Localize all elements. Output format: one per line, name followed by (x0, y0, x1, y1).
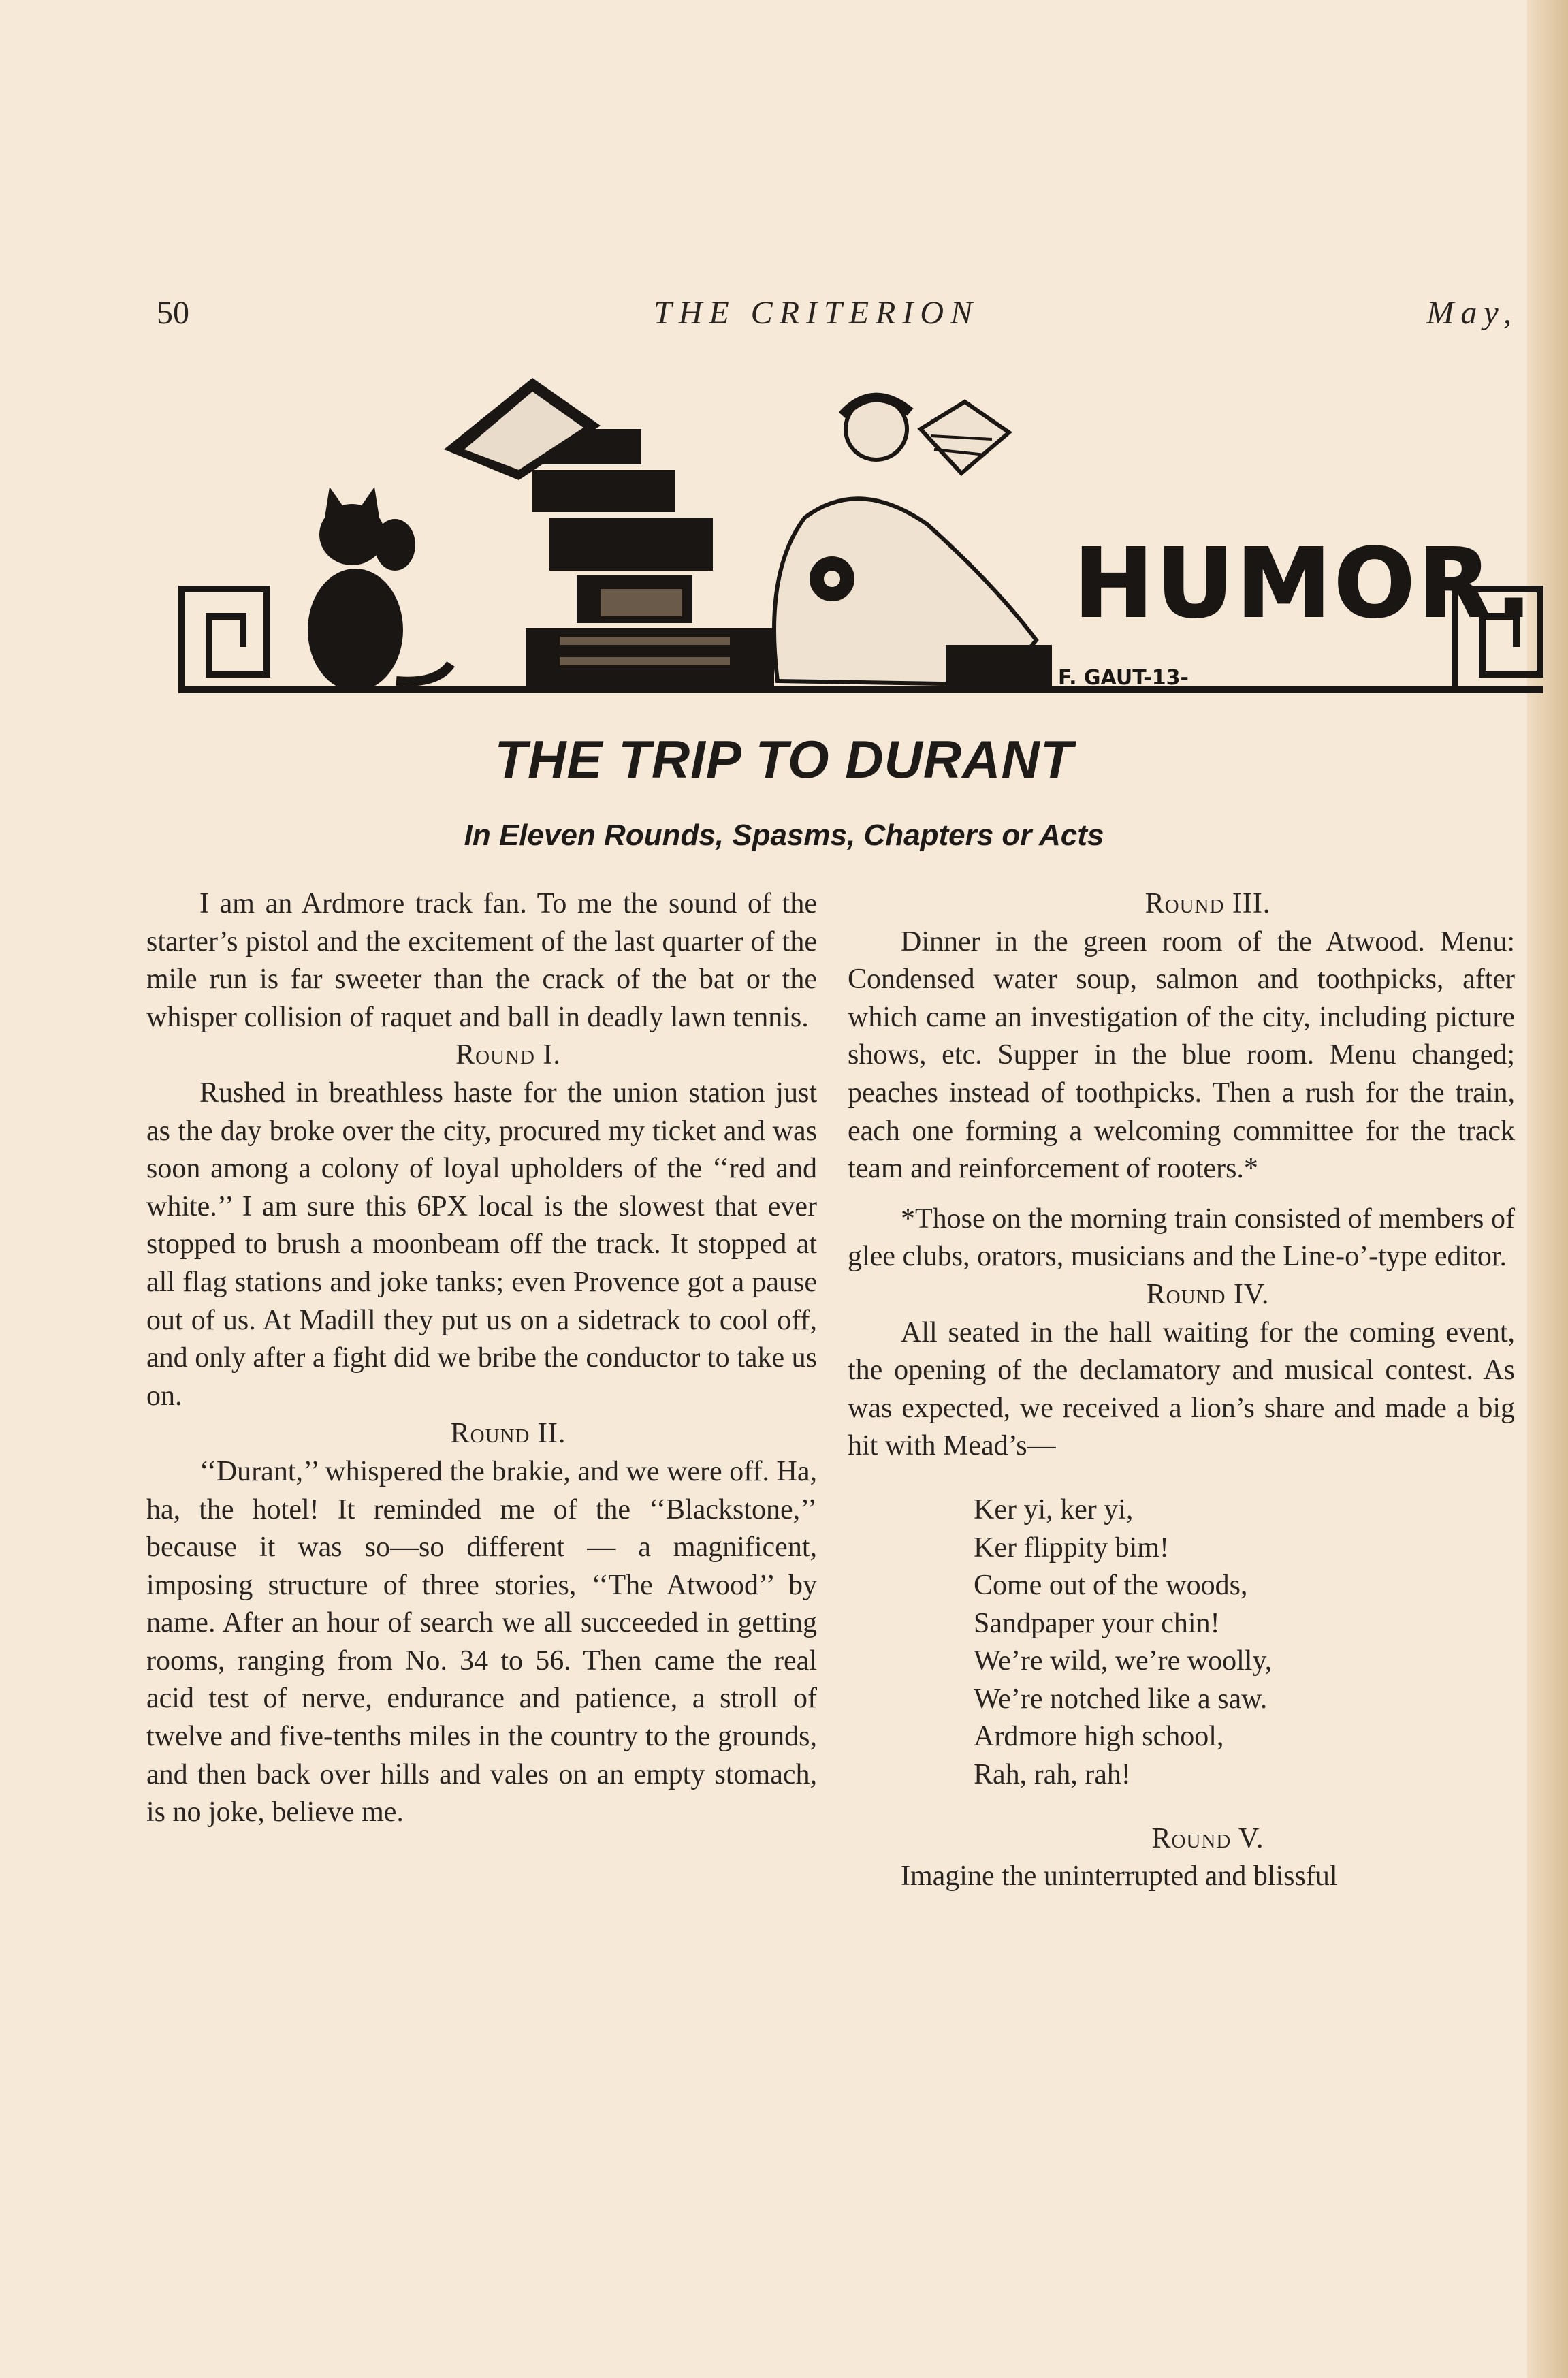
yell-line: Rah, rah, rah! (974, 1759, 1131, 1791)
yell-line: Come out of the woods, (974, 1570, 1248, 1602)
article-subtitle: In Eleven Rounds, Spasms, Chapters or Acts (464, 819, 1104, 852)
round-paragraph: ‘‘Durant,’’ whispered the brakie, and we were off. Ha, ha, the hotel! It reminded me of the ‘‘Blackstone,’’ because it was so—so different — a magnificent, imposing structure of three stories, ‘‘The Atwood’’ by name. After an hour of search we all succeeded in getting rooms, ranging from No. 34 to 56. Then came the real acid test of nerve, endurance and patience, a stroll of twelve and five-tenths miles in the country to the grounds, and then back over hills and vales on an empty stomach, is no joke, believe me. (146, 1455, 817, 1828)
round-heading: Round III. (1145, 888, 1271, 919)
round-heading: Round I. (455, 1039, 561, 1071)
school-yell (974, 1491, 1515, 1794)
running-head (157, 294, 1518, 335)
cat-icon (308, 487, 451, 691)
round-paragraph: Rushed in breathless haste for the union station just as the day broke over the city, procured my ticket and was soon among a colony of loyal upholders of the ‘‘red and white.’’ I am sure this 6PX local is the slowest that ever stopped to brush a moonbeam off the track. It stopped at all flag stations and joke tanks; even Provence got a pause out of us. At Madill they put us on a sidetrack to cool off, and only after a fight did we bribe the conductor to take us on. (146, 1077, 817, 1412)
round-paragraph: Dinner in the green room of the Atwood. Menu: Condensed water soup, salmon and toothpicks, after which came an investigation of the city, including picture shows, etc. Supper in the blue room. Menu changed; peaches instead of toothpicks. Then a rush for the train, each one forming a welcoming committee for the track team and reinforcement of rooters.* (848, 925, 1515, 1185)
round-heading: Round II. (450, 1418, 566, 1450)
reading-figure-icon (774, 398, 1050, 684)
artist-signature: F. GAUT-13- (1058, 666, 1189, 690)
intro-paragraph: I am an Ardmore track fan. To me the sound of the starter’s pistol and the excitement of the last quarter of the mile run is far sweeter than the crack of the bat or the whisper collision of raquet and ball in deadly lawn tennis. (146, 888, 817, 1033)
yell-line: Ker yi, ker yi, (974, 1493, 1134, 1525)
yell-line: Ker flippity bim! (974, 1532, 1169, 1564)
humor-masthead-illustration (178, 354, 1543, 708)
left-column (146, 885, 817, 1832)
yell-line: Sandpaper your chin! (974, 1607, 1220, 1639)
article-title: THE TRIP TO DURANT (494, 729, 1074, 789)
right-column (848, 885, 1515, 1896)
yell-line: We’re wild, we’re woolly, (974, 1645, 1273, 1677)
yell-line: We’re notched like a saw. (974, 1683, 1268, 1715)
page-number: 50 (157, 295, 189, 331)
yell-line: Ardmore high school, (974, 1721, 1224, 1753)
round-heading: Round V. (1151, 1822, 1264, 1854)
book-stack-icon (444, 378, 774, 686)
issue-month: May, (1426, 295, 1518, 331)
footnote: *Those on the morning train consisted of members of glee clubs, orators, musicians and the Line-o’-type editor. (848, 1203, 1515, 1273)
round-heading: Round IV. (1146, 1278, 1270, 1310)
journal-title: THE CRITERION (654, 295, 979, 331)
round-paragraph: All seated in the hall waiting for the coming event, the opening of the declamatory and musical contest. As was expected, we received a lion’s share and made a big hit with Mead’s— (848, 1316, 1515, 1462)
round-paragraph: Imagine the uninterrupted and blissful (901, 1860, 1338, 1892)
left-key-ornament (182, 589, 267, 691)
section-label: HUMOR. (1074, 528, 1535, 639)
masthead-base-line (178, 686, 1543, 693)
